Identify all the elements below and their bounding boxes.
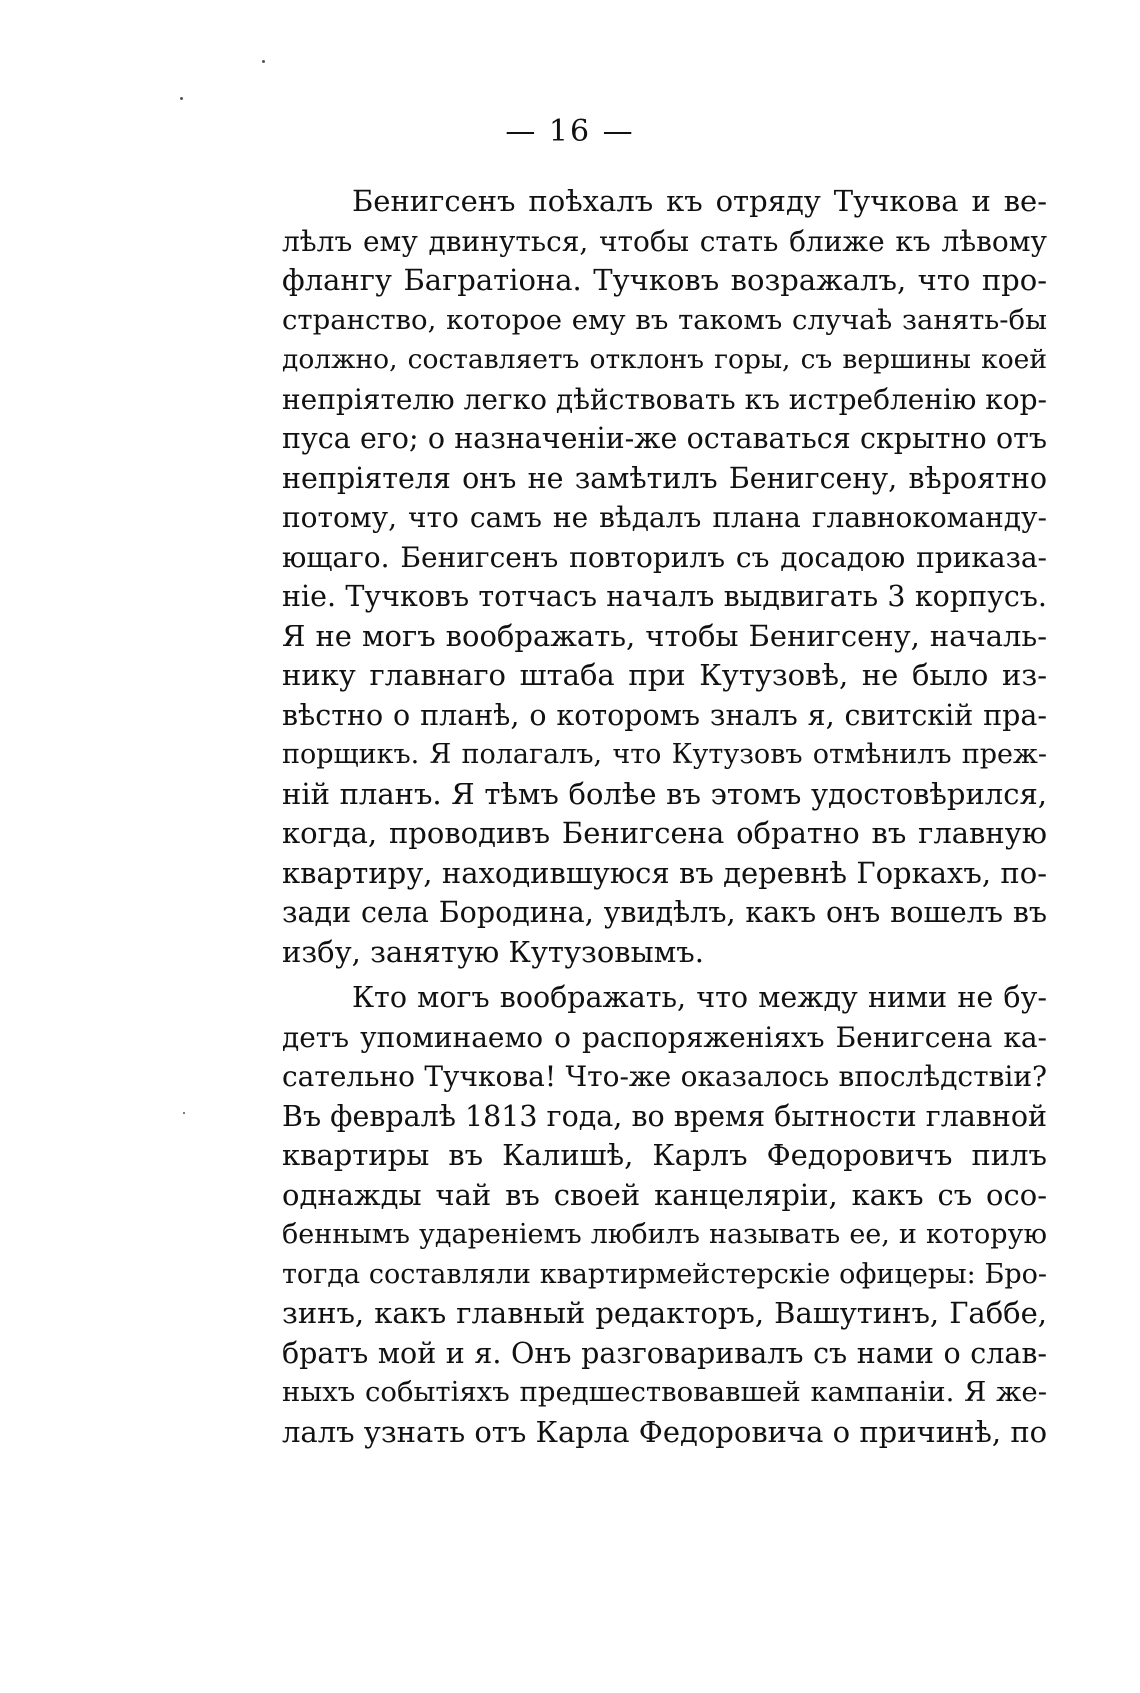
body-text [282, 182, 1047, 1452]
text-line: ніе. Тучковъ тотчасъ началъ выдвигать 3 корпусъ. [282, 580, 1047, 613]
text-line: лѣлъ ему двинуться, чтобы стать ближе къ лѣвому [282, 224, 1047, 258]
text-line: должно, составляетъ отклонъ горы, съ вершины коей [282, 344, 1047, 375]
text-line: детъ упоминаемо о распоряженіяхъ Бенигсена ка- [282, 1020, 1047, 1054]
text-line: братъ мой и я. Онъ разговаривалъ съ нами о слав- [282, 1336, 1047, 1370]
text-line: ныхъ событіяхъ предшествовавшей кампаніи. Я же- [282, 1376, 1047, 1408]
text-line: квартиру, находившуюся въ деревнѣ Горкахъ, по- [282, 855, 1047, 890]
print-speck [180, 97, 183, 100]
text-line: Кто могъ воображать, что между ними не бу- [352, 981, 1047, 1014]
paragraph-1 [282, 182, 1047, 972]
text-line: квартиры въ Калишѣ, Карлъ Федоровичъ пилъ [282, 1138, 1047, 1172]
text-line: флангу Багратіона. Тучковъ возражалъ, что про- [282, 263, 1047, 297]
text-line: непріятелю легко дѣйствовать къ истребленію кор- [282, 382, 1047, 416]
text-line: однажды чай въ своей канцеляріи, какъ съ осо- [282, 1177, 1047, 1212]
text-line: Въ февралѣ 1813 года, во время бытности главной [282, 1099, 1047, 1133]
text-line: нику главнаго штаба при Кутузовѣ, не было из- [282, 658, 1047, 692]
text-line: Бенигсенъ поѣхалъ къ отряду Тучкова и ве- [352, 184, 1047, 218]
text-line: потому, что самъ не вѣдалъ плана главнокоманду- [282, 501, 1047, 534]
text-line: ющаго. Бенигсенъ повторилъ съ досадою приказа- [282, 540, 1047, 574]
text-line: пуса его; о назначеніи-же оставаться скрытно отъ [282, 422, 1047, 455]
page-number: — 16 — [505, 114, 635, 149]
text-line: беннымъ удареніемъ любилъ называть ее, и которую [282, 1219, 1047, 1250]
print-speck [183, 1112, 185, 1114]
text-line: тогда составляли квартирмейстерскіе офицеры: Бро- [282, 1258, 1047, 1290]
text-line: когда, проводивъ Бенигсена обратно въ главную [282, 816, 1047, 850]
paragraph-2 [282, 978, 1047, 1452]
text-line: избу, занятую Кутузовымъ. [282, 934, 704, 969]
text-line: Я не могъ воображать, чтобы Бенигсену, началь- [282, 618, 1047, 653]
text-line: зади села Бородина, увидѣлъ, какъ онъ вошелъ въ [282, 896, 1047, 929]
print-speck [262, 60, 265, 63]
text-line: ній планъ. Я тѣмъ болѣе въ этомъ удостовѣрился, [282, 776, 1047, 811]
text-line: сательно Тучкова! Что-же оказалось впослѣдствіи? [282, 1060, 1047, 1093]
text-line: странство, которое ему въ такомъ случаѣ занять-бы [282, 303, 1047, 336]
text-line: вѣстно о планѣ, о которомъ зналъ я, свитскій пра- [282, 698, 1047, 732]
text-line: зинъ, какъ главный редакторъ, Вашутинъ, Габбе, [282, 1296, 1047, 1330]
text-line: непріятеля онъ не замѣтилъ Бенигсену, вѣроятно [282, 461, 1047, 495]
text-line: порщикъ. Я полагалъ, что Кутузовъ отмѣнилъ преж- [282, 739, 1047, 770]
text-line: лалъ узнать отъ Карла Федоровича о причинѣ, по [282, 1414, 1047, 1449]
